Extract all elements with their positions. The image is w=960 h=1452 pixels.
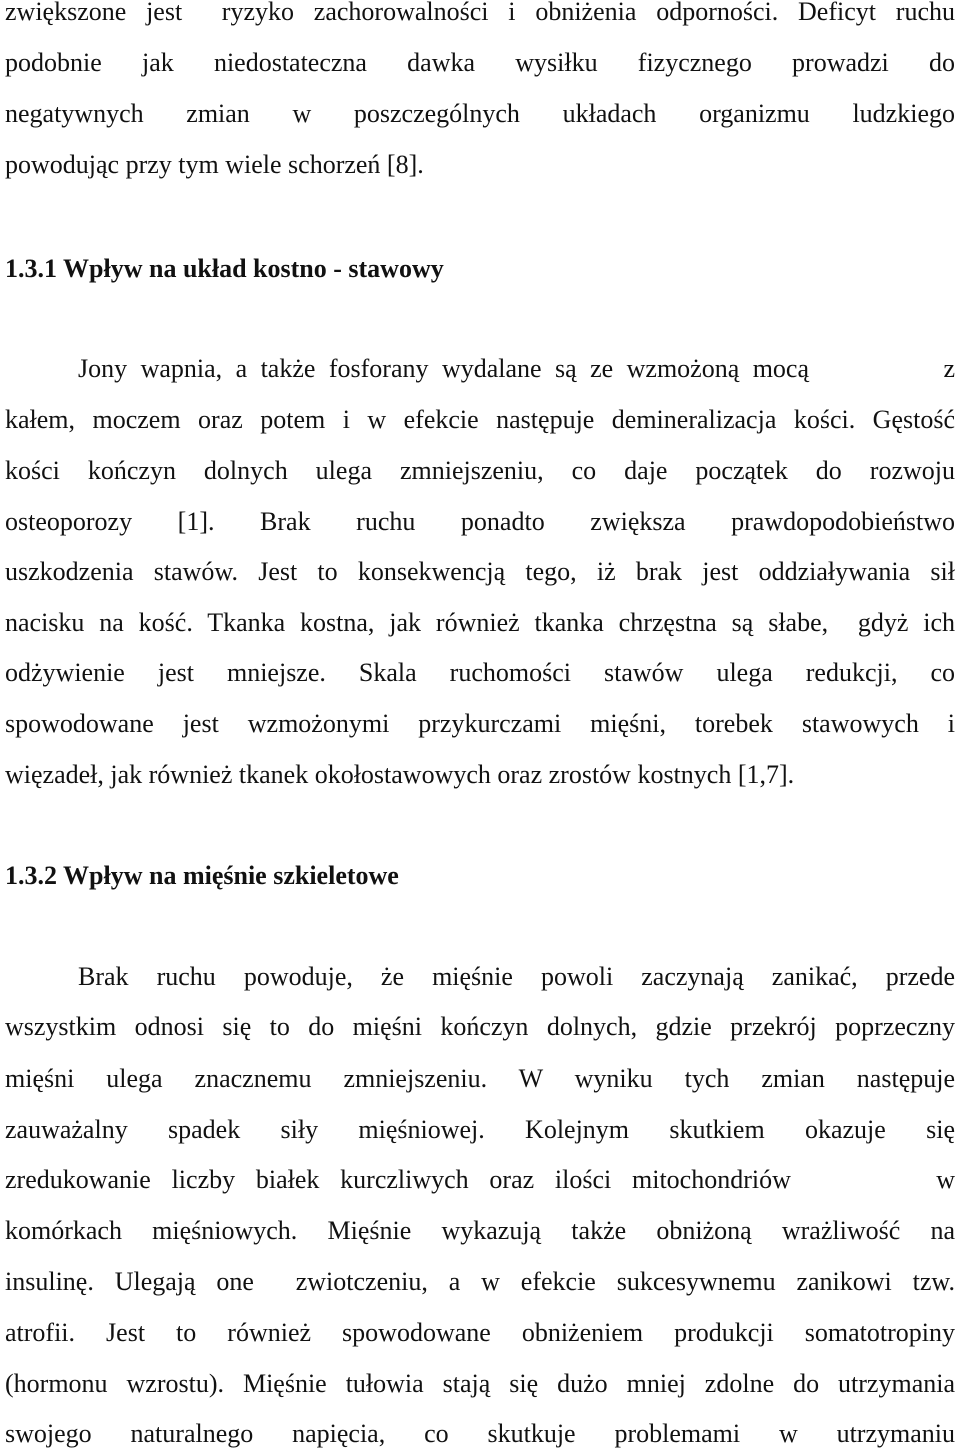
paragraph-line: zauważalny spadek siły mięśniowej. Kolejnym skutkiem okazuje się [5, 1115, 955, 1144]
section-heading-1-3-1: 1.3.1 Wpływ na układ kostno - stawowy [5, 254, 444, 283]
paragraph-line: więzadeł, jak również tkanek okołostawowych oraz zrostów kostnych [1,7]. [5, 760, 795, 789]
paragraph-line: spowodowane jest wzmożonymi przykurczami mięśni, torebek stawowych i [5, 709, 955, 738]
paragraph-line: powodując przy tym wiele schorzeń [8]. [5, 150, 424, 179]
section-heading-1-3-2: 1.3.2 Wpływ na mięśnie szkieletowe [5, 861, 399, 890]
paragraph-line: atrofii. Jest to również spowodowane obniżeniem produkcji somatotropiny [5, 1318, 955, 1347]
paragraph-line: wszystkim odnosi się to do mięśni kończyn dolnych, gdzie przekrój poprzeczny [5, 1012, 955, 1041]
paragraph-line: kałem, moczem oraz potem i w efekcie następuje demineralizacja kości. Gęstość [5, 405, 955, 434]
paragraph-line: swojego naturalnego napięcia, co skutkuje problemami w utrzymaniu [5, 1419, 955, 1448]
paragraph-line: negatywnych zmian w poszczególnych układach organizmu ludzkiego [5, 99, 955, 128]
paragraph-line: Brak ruchu powoduje, że mięśnie powoli zaczynają zanikać, przede [78, 962, 955, 991]
paragraph-line: Jony wapnia, a także fosforany wydalane są ze wzmożoną mocą z [78, 354, 955, 383]
paragraph-line: zwiększone jest ryzyko zachorowalności i obniżenia odporności. Deficyt ruchu [5, 0, 955, 26]
paragraph-line: podobnie jak niedostateczna dawka wysiłku fizycznego prowadzi do [5, 48, 955, 77]
paragraph-line: insulinę. Ulegają one zwiotczeniu, a w efekcie sukcesywnemu zanikowi tzw. [5, 1267, 955, 1296]
paragraph-line: kości kończyn dolnych ulega zmniejszeniu, co daje początek do rozwoju [5, 456, 955, 485]
paragraph-line: osteoporozy [1]. Brak ruchu ponadto zwiększa prawdopodobieństwo [5, 507, 955, 536]
paragraph-line: odżywienie jest mniejsze. Skala ruchomości stawów ulega redukcji, co [5, 658, 955, 687]
paragraph-line: (hormonu wzrostu). Mięśnie tułowia stają się dużo mniej zdolne do utrzymania [5, 1369, 955, 1398]
paragraph-line: komórkach mięśniowych. Mięśnie wykazują także obniżoną wrażliwość na [5, 1216, 955, 1245]
paragraph-line: zredukowanie liczby białek kurczliwych oraz ilości mitochondriów w [5, 1165, 955, 1194]
paragraph-line: nacisku na kość. Tkanka kostna, jak również tkanka chrzęstna są słabe, gdyż ich [5, 608, 955, 637]
paragraph-line: uszkodzenia stawów. Jest to konsekwencją tego, iż brak jest oddziaływania sił [5, 557, 955, 586]
paragraph-line: mięśni ulega znacznemu zmniejszeniu. W wyniku tych zmian następuje [5, 1064, 955, 1093]
